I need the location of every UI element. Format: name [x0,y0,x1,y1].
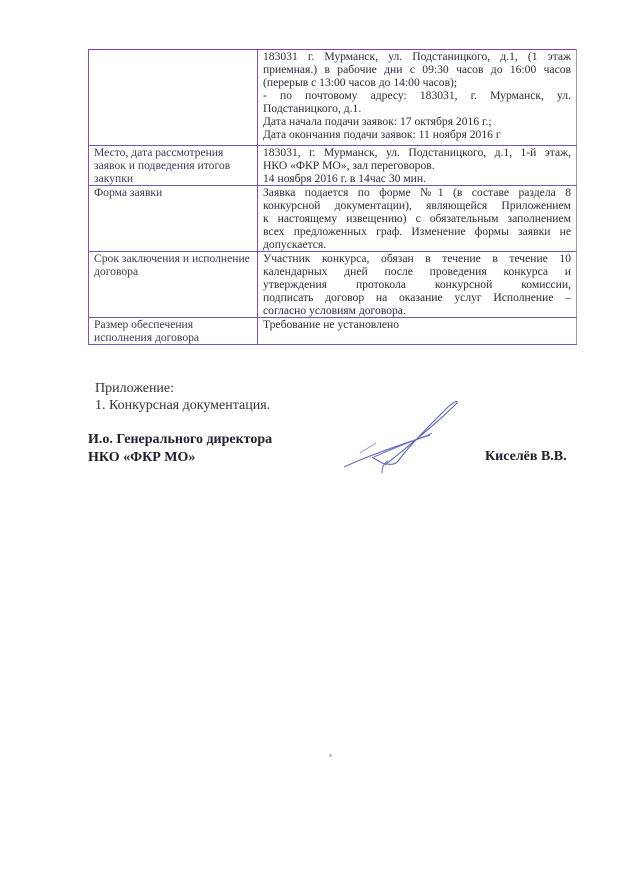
value-line: Требование не установлено [263,318,399,331]
row-label: Размер обеспечения исполнения договора [89,318,258,345]
handwritten-signature [330,395,470,475]
value-line: 14 ноября 2016 г. в 14час 30 мин. [263,172,426,185]
row-label: Срок заключения и исполнение договора [89,252,258,318]
value-line: - по почтовому адресу: 183031, г. Мурманск, ул. [263,89,571,102]
value-line: приемная.) в рабочие дни с 09:30 часов до 16:00 часов [263,63,571,76]
signatory-position [88,431,272,467]
row-label [89,50,258,146]
table-row [89,186,577,252]
value-line: Подстаницкого, д.1. [263,102,362,115]
signatory-position-line1: И.о. Генерального директора [88,432,273,447]
appendix [95,380,270,414]
row-value [258,318,577,345]
value-line: утверждения протокола конкурсной комиссии, [263,278,571,291]
value-line: подписать договор на оказание услуг Исполнение – [263,291,571,304]
row-value [258,252,577,318]
row-label: Форма заявки [89,186,258,252]
appendix-title: Приложение: [95,381,175,396]
value-line: НКО «ФКР МО», зал переговоров. [263,159,435,172]
table-row [89,50,577,146]
value-line: конкурсной документации), являющейся Приложением [263,199,571,212]
appendix-item: 1. Конкурсная документация. [95,398,271,413]
value-line: Заявка подается по форме №1 (в составе раздела 8 [263,186,571,199]
signatory-name: Киселёв В.В. [485,449,567,464]
value-line: 183031 г. Мурманск, ул. Подстаницкого, д.1, (1 этаж [263,50,571,63]
value-line: к настоящему извещению) с обязательным заполнением [263,212,571,225]
value-line: (перерыв с 13:00 часов до 14:00 часов); [263,76,458,89]
value-line: 183031, г. Мурманск, ул. Подстаницкого, д.1, 1-й этаж, [263,146,571,159]
scan-speck [329,754,332,757]
value-line: Участник конкурса, обязан в течение в течение 10 [263,252,571,265]
table-row [89,146,577,186]
row-value [258,186,577,252]
value-line: календарных дней после проведения конкурса и [263,265,571,278]
table-row [89,252,577,318]
row-label: Место, дата рассмотрения заявок и подведения итогов закупки [89,146,258,186]
value-line: согласно условиям договора. [263,304,406,317]
table-row [89,318,577,345]
signatory-organization: НКО «ФКР МО» [88,450,196,465]
notice-table [88,49,577,345]
value-line: Дата начала подачи заявок: 17 октября 2016 г.; [263,115,492,128]
value-line: всех предложенных граф. Изменение формы заявки не [263,225,571,238]
value-line: Дата окончания подачи заявок: 11 ноября 2016 г [263,128,501,141]
row-value [258,50,577,146]
row-value [258,146,577,186]
value-line: допускается. [263,238,327,251]
